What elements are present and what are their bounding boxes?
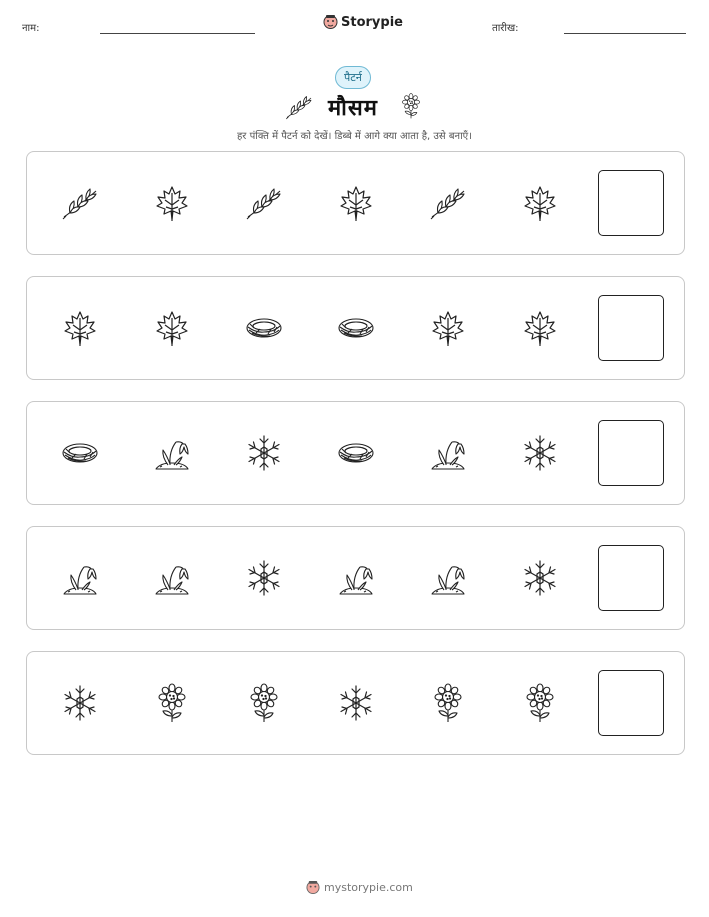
maple-leaf-icon	[428, 308, 468, 348]
maple-leaf-icon	[520, 183, 560, 223]
nest-icon	[336, 308, 376, 348]
topic-badge: पैटर्न	[335, 66, 371, 89]
pattern-row	[26, 276, 685, 380]
pattern-row	[26, 151, 685, 255]
maple-leaf-icon	[520, 308, 560, 348]
brand-logo	[323, 14, 403, 30]
nest-icon	[336, 433, 376, 473]
brand-name: Storypie	[341, 14, 403, 30]
name-label: नाम:	[22, 23, 40, 34]
answer-box[interactable]	[598, 545, 664, 611]
date-line[interactable]	[564, 33, 686, 34]
name-line[interactable]	[100, 33, 255, 34]
nest-icon	[244, 308, 284, 348]
snowflake-icon	[336, 683, 376, 723]
snowdrop-icon	[428, 558, 468, 598]
answer-box[interactable]	[598, 170, 664, 236]
storypie-mascot-icon	[306, 880, 320, 895]
storypie-mascot-icon	[323, 14, 338, 30]
maple-leaf-icon	[336, 183, 376, 223]
leaf-branch-icon	[244, 183, 284, 223]
snowdrop-icon	[152, 433, 192, 473]
sunflower-icon	[244, 683, 284, 723]
maple-leaf-icon	[152, 308, 192, 348]
snowdrop-icon	[428, 433, 468, 473]
title-sunflower-icon	[398, 90, 424, 122]
sunflower-icon	[520, 683, 560, 723]
snowflake-icon	[244, 433, 284, 473]
snowflake-icon	[60, 683, 100, 723]
snowflake-icon	[520, 433, 560, 473]
answer-box[interactable]	[598, 295, 664, 361]
pattern-row	[26, 401, 685, 505]
snowflake-icon	[520, 558, 560, 598]
snowdrop-icon	[336, 558, 376, 598]
instructions: हर पंक्ति में पैटर्न को देखें। डिब्बे में आगे क्या आता है, उसे बनाएँ।	[236, 131, 472, 142]
pattern-row	[26, 526, 685, 630]
answer-box[interactable]	[598, 670, 664, 736]
snowdrop-icon	[152, 558, 192, 598]
page-title: मौसम	[328, 95, 378, 121]
leaf-branch-icon	[60, 183, 100, 223]
date-label: तारीख:	[492, 23, 519, 34]
title-leaf-branch-icon	[282, 92, 316, 122]
sunflower-icon	[152, 683, 192, 723]
pattern-row	[26, 651, 685, 755]
nest-icon	[60, 433, 100, 473]
maple-leaf-icon	[152, 183, 192, 223]
footer-site: mystorypie.com	[324, 881, 413, 894]
snowflake-icon	[244, 558, 284, 598]
sunflower-icon	[428, 683, 468, 723]
footer	[306, 880, 413, 895]
leaf-branch-icon	[428, 183, 468, 223]
snowdrop-icon	[60, 558, 100, 598]
answer-box[interactable]	[598, 420, 664, 486]
maple-leaf-icon	[60, 308, 100, 348]
